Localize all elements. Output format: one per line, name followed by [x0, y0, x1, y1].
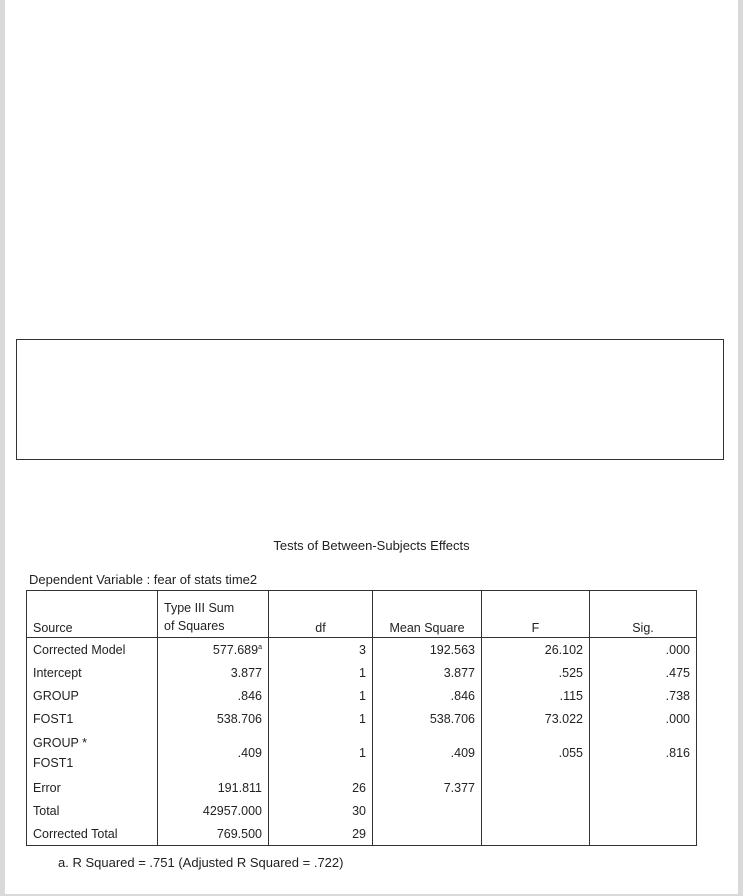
header-sig: Sig. — [590, 591, 697, 638]
row-f: .525 — [482, 661, 590, 684]
row-f — [482, 776, 590, 799]
table-title: Tests of Between-Subjects Effects — [273, 538, 470, 553]
row-ms: .846 — [373, 684, 482, 707]
header-source: Source — [27, 591, 158, 638]
row-ms: .409 — [373, 730, 482, 776]
table-row — [27, 799, 697, 822]
row-ss: 769.500 — [158, 822, 269, 846]
row-ms — [373, 822, 482, 846]
row-ss: 3.877 — [158, 661, 269, 684]
row-f: .055 — [482, 730, 590, 776]
header-f: F — [482, 591, 590, 638]
table-row — [27, 730, 697, 776]
row-source: Total — [27, 799, 158, 822]
row-sig — [590, 822, 697, 846]
row-ss: 577.689$^a$ — [158, 638, 269, 662]
row-f — [482, 822, 590, 846]
row-sig — [590, 799, 697, 822]
row-sig — [590, 776, 697, 799]
row-sig: .738 — [590, 684, 697, 707]
footnote-marker: a — [258, 643, 262, 651]
row-f: 26.102 — [482, 638, 590, 662]
row-ms — [373, 799, 482, 822]
row-f: 73.022 — [482, 707, 590, 730]
row-sig: .816 — [590, 730, 697, 776]
row-sig: .000 — [590, 707, 697, 730]
row-df: 1 — [269, 661, 373, 684]
header-ss-line1: Type III Sum — [164, 601, 235, 615]
row-ms: 7.377 — [373, 776, 482, 799]
row-source: Corrected Total — [27, 822, 158, 846]
row-ms: 192.563 — [373, 638, 482, 662]
row-df: 1 — [269, 707, 373, 730]
row-ms: 538.706 — [373, 707, 482, 730]
table-row — [27, 776, 697, 799]
header-sum-of-squares — [158, 591, 269, 638]
header-df: df — [269, 591, 373, 638]
dependent-variable-label: Dependent Variable : fear of stats time2 — [29, 572, 258, 587]
row-source: Error — [27, 776, 158, 799]
row-sig: .475 — [590, 661, 697, 684]
row-source: GROUP * FOST1 — [27, 730, 158, 776]
row-ms: 3.877 — [373, 661, 482, 684]
table-row — [27, 822, 697, 846]
row-f — [482, 799, 590, 822]
row-df: 3 — [269, 638, 373, 662]
row-df: 1 — [269, 730, 373, 776]
table-row — [27, 684, 697, 707]
table-row — [27, 707, 697, 730]
anova-table — [26, 590, 697, 846]
header-ss-line2: of Squares — [164, 619, 225, 633]
row-ss: 538.706 — [158, 707, 269, 730]
row-df: 1 — [269, 684, 373, 707]
row-source: FOST1 — [27, 707, 158, 730]
empty-annotation-box — [16, 339, 724, 460]
row-ss: 191.811 — [158, 776, 269, 799]
row-df: 26 — [269, 776, 373, 799]
row-ss: 42957.000 — [158, 799, 269, 822]
table-row — [27, 638, 697, 662]
header-mean-square: Mean Square — [373, 591, 482, 638]
row-f: .115 — [482, 684, 590, 707]
row-df: 29 — [269, 822, 373, 846]
row-ss: .846 — [158, 684, 269, 707]
row-source: GROUP — [27, 684, 158, 707]
table-header-row — [27, 591, 697, 638]
table-row — [27, 661, 697, 684]
row-source: Corrected Model — [27, 638, 158, 662]
table-footnote: a. R Squared = .751 (Adjusted R Squared = .722) — [58, 855, 344, 870]
row-sig: .000 — [590, 638, 697, 662]
row-df: 30 — [269, 799, 373, 822]
row-ss: .409 — [158, 730, 269, 776]
row-source: Intercept — [27, 661, 158, 684]
